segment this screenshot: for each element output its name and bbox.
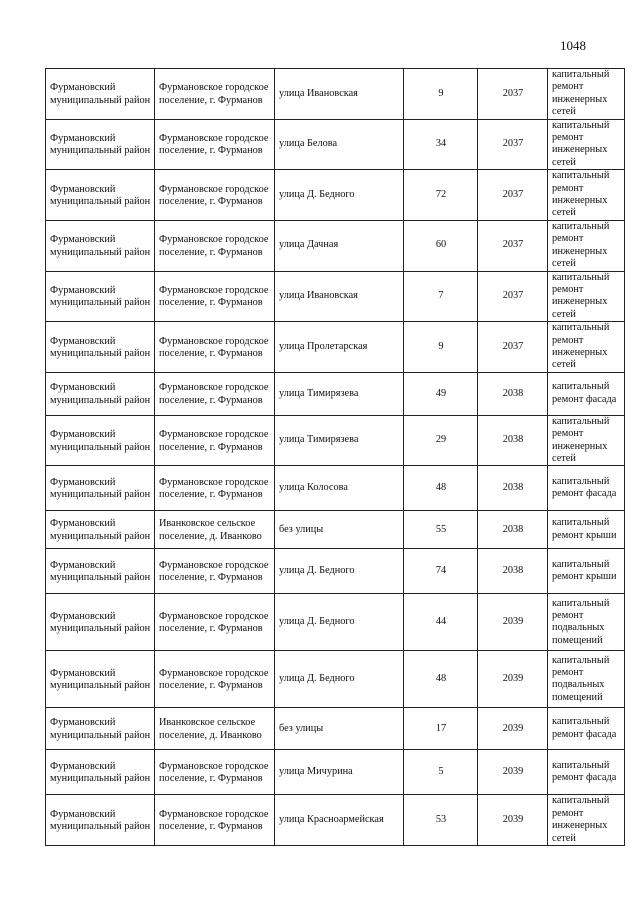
house-number-cell-text: 5	[438, 766, 444, 778]
year-cell-text: 2037	[502, 87, 524, 99]
work-type-cell-text: капитальный ремонт инженерных сетей	[552, 271, 610, 320]
year-cell	[478, 651, 548, 708]
street-cell	[275, 511, 404, 549]
district-cell	[46, 750, 155, 795]
street-cell-text: улица Ивановская	[279, 290, 358, 302]
street-cell	[275, 220, 404, 271]
settlement-cell	[155, 271, 275, 322]
year-cell-text: 2037	[502, 188, 524, 200]
settlement-cell-text: Фурмановское городское поселение, г. Фурманов	[159, 183, 269, 208]
table-row	[46, 651, 625, 708]
district-cell	[46, 271, 155, 322]
house-number-cell-text: 60	[435, 239, 447, 251]
settlement-cell-text: Фурмановское городское поселение, г. Фурманов	[159, 559, 269, 584]
street-cell	[275, 651, 404, 708]
district-cell	[46, 511, 155, 549]
house-number-cell-text: 7	[438, 290, 444, 302]
work-type-cell-text: капитальный ремонт фасада	[552, 716, 617, 740]
district-cell-text: Фурмановский муниципальный район	[50, 808, 151, 833]
year-cell	[478, 795, 548, 846]
house-number-cell-text: 53	[435, 813, 447, 825]
year-cell-text: 2039	[502, 722, 524, 734]
settlement-cell-text: Фурмановское городское поселение, г. Фурманов	[159, 133, 269, 157]
house-number-cell	[404, 795, 478, 846]
street-cell	[275, 322, 404, 373]
district-cell-text: Фурмановский муниципальный район	[50, 760, 151, 785]
settlement-cell-text: Фурмановское городское поселение, г. Фурманов	[159, 760, 269, 785]
settlement-cell	[155, 466, 275, 511]
street-cell	[275, 708, 404, 750]
district-cell	[46, 220, 155, 271]
district-cell	[46, 69, 155, 120]
settlement-cell-text: Фурмановское городское поселение, г. Фурманов	[159, 382, 269, 406]
house-number-cell-text: 55	[435, 523, 447, 535]
work-type-cell	[548, 170, 625, 221]
district-cell-text: Фурмановский муниципальный район	[50, 667, 151, 692]
year-cell-text: 2037	[502, 239, 524, 251]
work-type-cell	[548, 651, 625, 708]
year-cell-text: 2038	[502, 565, 524, 577]
house-number-cell-text: 17	[435, 722, 447, 734]
settlement-cell-text: Фурмановское городское поселение, г. Фурманов	[159, 610, 269, 635]
house-number-cell-text: 44	[435, 616, 447, 628]
street-cell-text: улица Белова	[279, 138, 338, 150]
year-cell	[478, 322, 548, 373]
street-cell-text: без улицы	[279, 722, 324, 734]
house-number-cell-text: 9	[438, 87, 444, 99]
street-cell	[275, 271, 404, 322]
house-number-cell-text: 29	[435, 434, 447, 446]
settlement-cell	[155, 119, 275, 170]
work-type-cell-text: капитальный ремонт подвальных помещений	[552, 654, 610, 703]
street-cell	[275, 372, 404, 415]
street-cell-text: улица Д. Бедного	[279, 565, 355, 577]
work-type-cell-text: капитальный ремонт фасада	[552, 381, 617, 405]
year-cell-text: 2037	[502, 340, 524, 352]
house-number-cell	[404, 170, 478, 221]
work-type-cell-text: капитальный ремонт инженерных сетей	[552, 322, 610, 371]
settlement-cell	[155, 511, 275, 549]
house-number-cell	[404, 466, 478, 511]
settlement-cell	[155, 795, 275, 846]
repair-schedule-table	[45, 68, 625, 846]
district-cell	[46, 795, 155, 846]
district-cell	[46, 466, 155, 511]
table-row	[46, 549, 625, 594]
district-cell-text: Фурмановский муниципальный район	[50, 559, 151, 584]
table-row	[46, 750, 625, 795]
settlement-cell-text: Фурмановское городское поселение, г. Фурманов	[159, 234, 269, 258]
street-cell-text: улица Колосова	[279, 482, 348, 494]
settlement-cell	[155, 415, 275, 466]
house-number-cell	[404, 750, 478, 795]
year-cell-text: 2039	[502, 766, 524, 778]
table-row	[46, 415, 625, 466]
house-number-cell	[404, 322, 478, 373]
year-cell	[478, 415, 548, 466]
year-cell	[478, 69, 548, 120]
street-cell	[275, 795, 404, 846]
table-row	[46, 795, 625, 846]
street-cell-text: улица Дачная	[279, 239, 339, 251]
table-row	[46, 69, 625, 120]
district-cell-text: Фурмановский муниципальный район	[50, 476, 151, 501]
district-cell	[46, 322, 155, 373]
settlement-cell-text: Иванковское сельское поселение, д. Иванково	[159, 717, 262, 741]
settlement-cell	[155, 594, 275, 651]
settlement-cell-text: Фурмановское городское поселение, г. Фурманов	[159, 82, 269, 106]
district-cell	[46, 170, 155, 221]
year-cell	[478, 466, 548, 511]
district-cell	[46, 549, 155, 594]
table-row	[46, 271, 625, 322]
table-row	[46, 466, 625, 511]
work-type-cell-text: капитальный ремонт крыши	[552, 558, 617, 583]
table-row	[46, 170, 625, 221]
work-type-cell	[548, 795, 625, 846]
work-type-cell	[548, 708, 625, 750]
district-cell	[46, 594, 155, 651]
work-type-cell	[548, 511, 625, 549]
district-cell-text: Фурмановский муниципальный район	[50, 335, 151, 359]
house-number-cell	[404, 549, 478, 594]
year-cell	[478, 170, 548, 221]
settlement-cell-text: Иванковское сельское поселение, д. Иванково	[159, 518, 262, 542]
street-cell-text: улица Д. Бедного	[279, 616, 355, 628]
settlement-cell	[155, 372, 275, 415]
table-row	[46, 119, 625, 170]
district-cell-text: Фурмановский муниципальный район	[50, 234, 151, 258]
year-cell	[478, 750, 548, 795]
work-type-cell-text: капитальный ремонт подвальных помещений	[552, 597, 610, 646]
table-row	[46, 372, 625, 415]
year-cell	[478, 372, 548, 415]
year-cell-text: 2039	[502, 813, 524, 825]
work-type-cell-text: капитальный ремонт фасада	[552, 475, 617, 500]
street-cell-text: улица Тимирязева	[279, 434, 359, 446]
district-cell	[46, 708, 155, 750]
work-type-cell	[548, 415, 625, 466]
district-cell	[46, 651, 155, 708]
year-cell-text: 2039	[502, 673, 524, 685]
district-cell	[46, 415, 155, 466]
house-number-cell-text: 48	[435, 482, 447, 494]
year-cell-text: 2037	[502, 138, 524, 150]
year-cell-text: 2038	[502, 482, 524, 494]
table-body	[46, 69, 625, 846]
work-type-cell-text: капитальный ремонт фасада	[552, 759, 617, 784]
house-number-cell	[404, 594, 478, 651]
work-type-cell-text: капитальный ремонт инженерных сетей	[552, 170, 610, 219]
house-number-cell-text: 34	[435, 138, 447, 150]
work-type-cell-text: капитальный ремонт инженерных сетей	[552, 795, 610, 844]
street-cell-text: улица Ивановская	[279, 87, 358, 99]
district-cell-text: Фурмановский муниципальный район	[50, 429, 151, 453]
district-cell-text: Фурмановский муниципальный район	[50, 284, 151, 309]
house-number-cell	[404, 220, 478, 271]
house-number-cell-text: 49	[435, 387, 447, 399]
district-cell	[46, 119, 155, 170]
street-cell	[275, 170, 404, 221]
settlement-cell-text: Фурмановское городское поселение, г. Фурманов	[159, 667, 269, 692]
street-cell-text: улица Тимирязева	[279, 387, 359, 399]
settlement-cell-text: Фурмановское городское поселение, г. Фурманов	[159, 476, 269, 501]
street-cell	[275, 549, 404, 594]
district-cell	[46, 372, 155, 415]
year-cell-text: 2038	[502, 387, 524, 399]
street-cell-text: улица Д. Бедного	[279, 188, 355, 200]
settlement-cell	[155, 322, 275, 373]
year-cell	[478, 549, 548, 594]
work-type-cell-text: капитальный ремонт инженерных сетей	[552, 119, 610, 168]
street-cell-text: без улицы	[279, 523, 324, 535]
work-type-cell	[548, 119, 625, 170]
district-cell-text: Фурмановский муниципальный район	[50, 133, 151, 157]
house-number-cell	[404, 271, 478, 322]
settlement-cell-text: Фурмановское городское поселение, г. Фурманов	[159, 284, 269, 309]
house-number-cell	[404, 119, 478, 170]
street-cell-text: улица Пролетарская	[279, 340, 368, 352]
house-number-cell-text: 72	[435, 188, 447, 200]
year-cell	[478, 511, 548, 549]
work-type-cell	[548, 466, 625, 511]
district-cell-text: Фурмановский муниципальный район	[50, 82, 151, 106]
settlement-cell	[155, 708, 275, 750]
district-cell-text: Фурмановский муниципальный район	[50, 610, 151, 635]
work-type-cell	[548, 372, 625, 415]
page-number: 1048	[560, 38, 586, 53]
table-row	[46, 220, 625, 271]
house-number-cell	[404, 372, 478, 415]
table-row	[46, 594, 625, 651]
house-number-cell-text: 9	[438, 340, 444, 352]
settlement-cell	[155, 651, 275, 708]
work-type-cell	[548, 549, 625, 594]
street-cell	[275, 750, 404, 795]
year-cell	[478, 220, 548, 271]
year-cell-text: 2038	[502, 523, 524, 535]
settlement-cell-text: Фурмановское городское поселение, г. Фурманов	[159, 429, 269, 453]
work-type-cell	[548, 69, 625, 120]
work-type-cell	[548, 271, 625, 322]
district-cell-text: Фурмановский муниципальный район	[50, 717, 151, 741]
settlement-cell	[155, 750, 275, 795]
house-number-cell	[404, 651, 478, 708]
work-type-cell-text: капитальный ремонт инженерных сетей	[552, 69, 610, 118]
street-cell	[275, 466, 404, 511]
street-cell-text: улица Мичурина	[279, 766, 353, 778]
year-cell	[478, 708, 548, 750]
table-row	[46, 322, 625, 373]
house-number-cell	[404, 511, 478, 549]
settlement-cell	[155, 170, 275, 221]
settlement-cell	[155, 69, 275, 120]
work-type-cell	[548, 594, 625, 651]
work-type-cell-text: капитальный ремонт крыши	[552, 517, 617, 541]
district-cell-text: Фурмановский муниципальный район	[50, 382, 151, 406]
year-cell	[478, 271, 548, 322]
settlement-cell-text: Фурмановское городское поселение, г. Фурманов	[159, 335, 269, 359]
table-row	[46, 511, 625, 549]
year-cell	[478, 594, 548, 651]
year-cell	[478, 119, 548, 170]
street-cell	[275, 415, 404, 466]
street-cell	[275, 69, 404, 120]
table-row	[46, 708, 625, 750]
house-number-cell	[404, 69, 478, 120]
street-cell-text: улица Д. Бедного	[279, 673, 355, 685]
work-type-cell-text: капитальный ремонт инженерных сетей	[552, 220, 610, 270]
settlement-cell	[155, 220, 275, 271]
settlement-cell-text: Фурмановское городское поселение, г. Фурманов	[159, 808, 269, 833]
street-cell-text: улица Красноармейская	[279, 813, 384, 825]
work-type-cell	[548, 220, 625, 271]
house-number-cell-text: 74	[435, 565, 447, 577]
house-number-cell	[404, 708, 478, 750]
year-cell-text: 2039	[502, 616, 524, 628]
year-cell-text: 2038	[502, 434, 524, 446]
house-number-cell-text: 48	[435, 673, 447, 685]
district-cell-text: Фурмановский муниципальный район	[50, 518, 151, 542]
work-type-cell	[548, 322, 625, 373]
work-type-cell-text: капитальный ремонт инженерных сетей	[552, 415, 610, 464]
street-cell	[275, 119, 404, 170]
house-number-cell	[404, 415, 478, 466]
street-cell	[275, 594, 404, 651]
year-cell-text: 2037	[502, 290, 524, 302]
settlement-cell	[155, 549, 275, 594]
district-cell-text: Фурмановский муниципальный район	[50, 183, 151, 208]
work-type-cell	[548, 750, 625, 795]
